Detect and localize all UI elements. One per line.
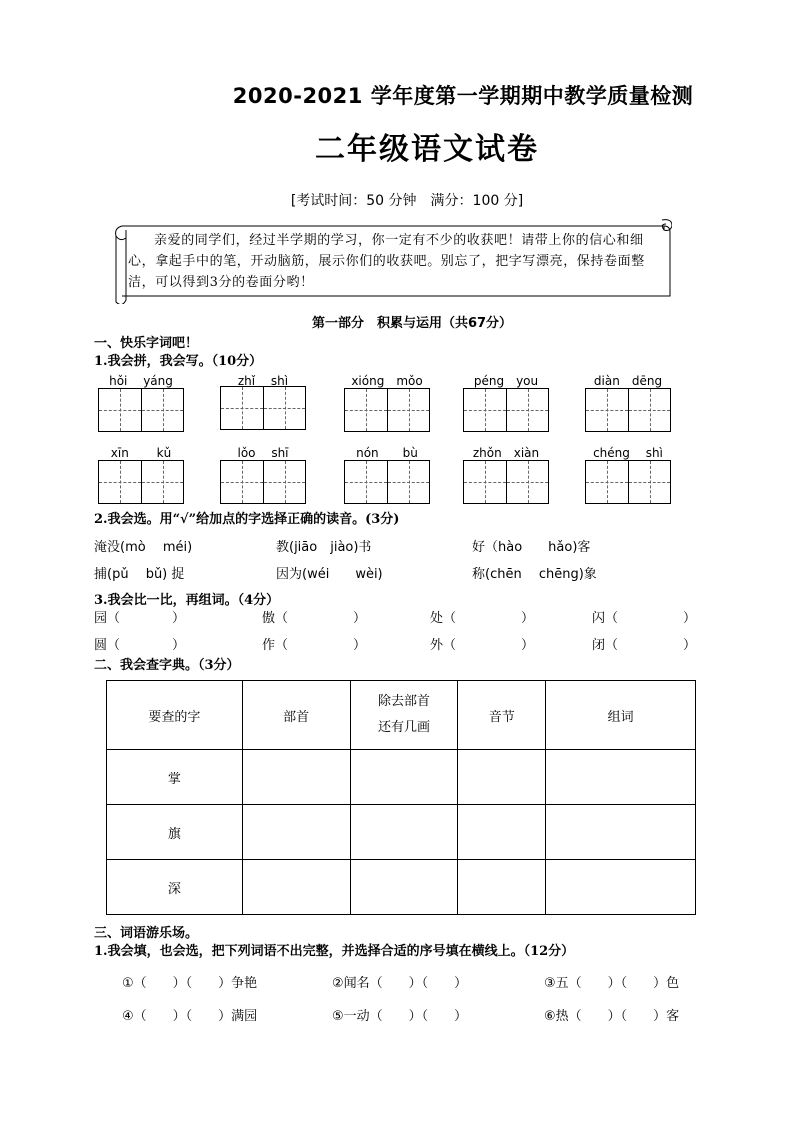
pinyin-8: nón bù: [356, 446, 418, 460]
grid-cell[interactable]: [387, 461, 429, 503]
pinyin-10: chéng shì: [593, 446, 663, 460]
pinyin-6: xīn kǔ: [110, 446, 172, 460]
intro-scroll: [112, 216, 672, 304]
writing-grid[interactable]: [463, 460, 549, 504]
header-strokes: [350, 681, 458, 750]
idiom-blank[interactable]: ②闻名（ ）（ ）: [332, 976, 468, 991]
idiom-blank[interactable]: ⑥热（ ）（ ）客: [544, 1009, 680, 1024]
grid-cell[interactable]: [141, 389, 183, 431]
grid-cell[interactable]: [345, 389, 387, 431]
idiom-blank[interactable]: ④（ ）（ ）满园: [122, 1009, 258, 1024]
pinyin-4: péng you: [473, 374, 539, 388]
answer-cell[interactable]: [458, 860, 546, 915]
compare-word-blank[interactable]: 作（ ）: [262, 638, 367, 653]
idiom-blank[interactable]: ①（ ）（ ）争艳: [122, 976, 258, 991]
grid-cell[interactable]: [99, 461, 141, 503]
header-syllable: 音节: [458, 681, 546, 750]
writing-grid[interactable]: [344, 460, 430, 504]
q3-title: 3.我会比一比，再组词。（4分）: [94, 593, 280, 608]
writing-grid[interactable]: [463, 388, 549, 432]
answer-cell[interactable]: [546, 750, 696, 805]
grid-cell[interactable]: [263, 387, 305, 429]
answer-cell[interactable]: [350, 805, 458, 860]
idiom-blank[interactable]: ③五（ ）（ ）色: [544, 976, 680, 991]
table-row: [107, 860, 696, 915]
compare-word-blank[interactable]: 圆（ ）: [94, 638, 186, 653]
header-char: 要查的字: [107, 681, 243, 750]
table-row: [107, 805, 696, 860]
grid-cell[interactable]: [506, 389, 548, 431]
pinyin-2: zhǐ shì: [237, 374, 289, 388]
writing-grid[interactable]: [220, 386, 306, 430]
reading-choice[interactable]: 淹没(mò méi): [94, 540, 193, 555]
header-radical: 部首: [242, 681, 350, 750]
exam-title-line2: 二年级语文试卷: [315, 132, 539, 167]
writing-grid[interactable]: [98, 388, 184, 432]
section3-title: 三、词语游乐场。: [94, 926, 199, 941]
grid-cell[interactable]: [263, 461, 305, 503]
answer-cell[interactable]: [350, 860, 458, 915]
writing-grid[interactable]: [344, 388, 430, 432]
exam-title-line1: 2020-2021 学年度第一学期期中教学质量检测: [232, 84, 694, 108]
s3-q1-title: 1.我会填，也会选，把下列词语不出完整，并选择合适的序号填在横线上。（12分）: [94, 944, 575, 959]
lookup-char: 旗: [107, 805, 243, 860]
grid-cell[interactable]: [141, 461, 183, 503]
header-words: 组词: [546, 681, 696, 750]
writing-grid[interactable]: [220, 460, 306, 504]
grid-cell[interactable]: [586, 389, 628, 431]
q1-title: 1.我会拼，我会写。（10分）: [94, 354, 263, 369]
compare-word-blank[interactable]: 园（ ）: [94, 611, 186, 626]
writing-grid[interactable]: [98, 460, 184, 504]
section2-title: 二、我会查字典。（3分）: [94, 658, 240, 673]
grid-cell[interactable]: [221, 461, 263, 503]
compare-word-blank[interactable]: 傲（ ）: [262, 611, 367, 626]
grid-cell[interactable]: [506, 461, 548, 503]
reading-choice[interactable]: 称(chēn chēng)象: [472, 567, 597, 582]
intro-text: 亲爱的同学们，经过半学期的学习，你一定有不少的收获吧！请带上你的信心和细心，拿起手中的笔，开动脑筋，展示你们的收获吧。别忘了，把字写漂亮，保持卷面整洁，可以得到3分的卷面分哟！: [128, 233, 645, 290]
pinyin-1: hǒi yáng: [109, 374, 173, 388]
grid-cell[interactable]: [628, 389, 670, 431]
answer-cell[interactable]: [546, 860, 696, 915]
reading-choice[interactable]: 教(jiāo jiào)书: [276, 540, 372, 555]
compare-word-blank[interactable]: 闭（ ）: [592, 638, 697, 653]
answer-cell[interactable]: [458, 805, 546, 860]
pinyin-9: zhǒn xiàn: [472, 446, 540, 460]
grid-cell[interactable]: [464, 389, 506, 431]
grid-cell[interactable]: [99, 389, 141, 431]
answer-cell[interactable]: [350, 750, 458, 805]
grid-cell[interactable]: [387, 389, 429, 431]
writing-grid[interactable]: [585, 460, 671, 504]
grid-cell[interactable]: [586, 461, 628, 503]
pinyin-5: diàn dēng: [593, 374, 663, 388]
compare-word-blank[interactable]: 外（ ）: [430, 638, 535, 653]
reading-choice[interactable]: 因为(wéi wèi): [276, 567, 383, 582]
answer-cell[interactable]: [242, 805, 350, 860]
exam-time-info: [考试时间：50 分钟 满分：100 分]: [290, 193, 524, 209]
q2-title: 2.我会选。用“√”给加点的字选择正确的读音。(3分): [94, 512, 400, 527]
table-row: [107, 750, 696, 805]
dictionary-table: [106, 680, 696, 915]
part1-title: 第一部分 积累与运用（共67分）: [311, 316, 513, 331]
section1-title: 一、快乐字词吧！: [94, 336, 199, 351]
lookup-char: 掌: [107, 750, 243, 805]
answer-cell[interactable]: [242, 860, 350, 915]
grid-cell[interactable]: [345, 461, 387, 503]
lookup-char: 深: [107, 860, 243, 915]
pinyin-7: lǒo shī: [237, 446, 289, 460]
reading-choice[interactable]: 捕(pǔ bǔ) 捉: [94, 567, 185, 582]
compare-word-blank[interactable]: 闪（ ）: [592, 611, 697, 626]
writing-grid[interactable]: [585, 388, 671, 432]
pinyin-3: xióng mǒo: [351, 374, 423, 388]
answer-cell[interactable]: [546, 805, 696, 860]
idiom-blank[interactable]: ⑤一动（ ）（ ）: [332, 1009, 468, 1024]
reading-choice[interactable]: 好（hào hǎo)客: [472, 540, 591, 555]
answer-cell[interactable]: [458, 750, 546, 805]
table-header-row: [107, 681, 696, 750]
answer-cell[interactable]: [242, 750, 350, 805]
header-strokes-line1: 除去部首: [377, 694, 430, 709]
grid-cell[interactable]: [464, 461, 506, 503]
header-strokes-line2: 还有几画: [377, 720, 430, 735]
grid-cell[interactable]: [628, 461, 670, 503]
grid-cell[interactable]: [221, 387, 263, 429]
compare-word-blank[interactable]: 处（ ）: [430, 611, 535, 626]
